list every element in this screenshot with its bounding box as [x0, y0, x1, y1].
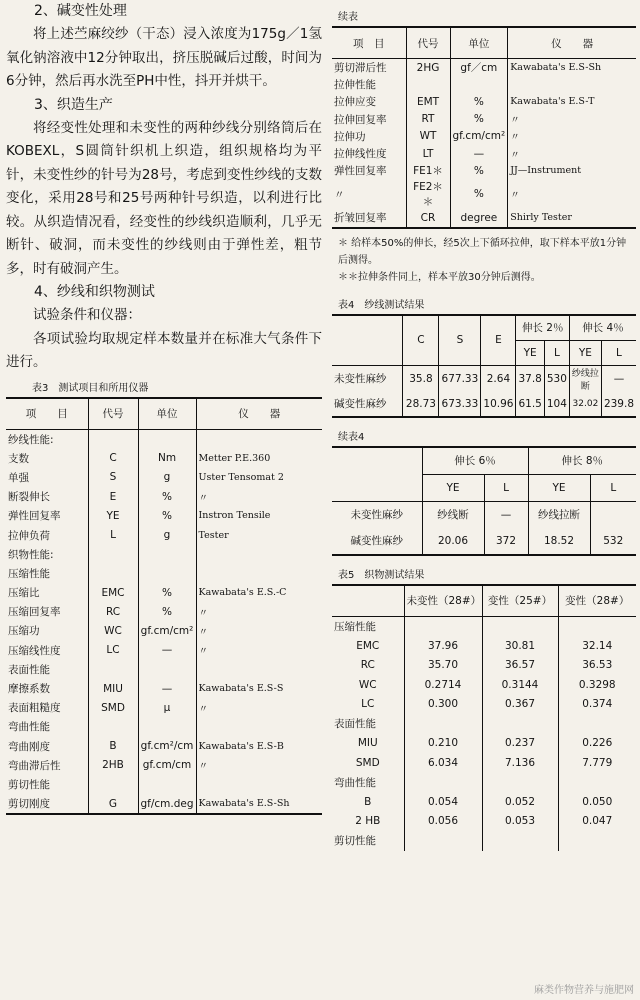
table3-continued — [332, 26, 636, 229]
table4-caption: 表4 纱线测试结果 — [338, 299, 425, 311]
table3-code: SMD — [88, 698, 138, 717]
table-row — [6, 698, 322, 717]
table4-header-group: 伸长 4％ — [569, 315, 636, 341]
table-row — [332, 93, 636, 110]
table3c-instrument: JJ—Instrument — [508, 162, 636, 179]
table3-code: L — [88, 525, 138, 544]
table3-instrument: Kawabata's E.S-B — [196, 737, 322, 756]
table3-code: G — [88, 794, 138, 814]
table5-value — [404, 773, 482, 793]
table3-item: 弯曲滞后性 — [8, 759, 61, 772]
table3-code: B — [88, 737, 138, 756]
table3c-unit: % — [450, 93, 508, 110]
table3c-code: WT — [406, 128, 450, 145]
table4c-header-group: 伸长 6％ — [422, 447, 528, 475]
table3-note-1: ＊ 给样本50%的伸长，经5次上下循环拉伸，取下样本平放1分钟后测得。 — [338, 237, 627, 266]
table3c-item: 拉伸应变 — [334, 96, 376, 109]
table3-code: EMC — [88, 583, 138, 602]
table3c-code: FE1＊ — [406, 162, 450, 179]
table5-header-cell: 变性（25#） — [482, 585, 558, 617]
table3c-item: 拉伸功 — [334, 130, 366, 143]
table4c-ye8: 18.52 — [528, 528, 590, 555]
table3-instrument — [196, 564, 322, 583]
section-4-subtitle: 试验条件和仪器： — [33, 307, 141, 323]
table4-l4: — — [601, 365, 636, 392]
table4c-label: 未变性麻纱 — [350, 509, 403, 521]
table4c-label: 碱变性麻纱 — [350, 535, 403, 547]
table3c-unit: gf／cm — [450, 59, 508, 77]
table5-value: 7.136 — [482, 753, 558, 773]
table3c-header — [332, 27, 636, 59]
table4-label: 碱变性麻纱 — [334, 398, 387, 410]
table-row — [332, 831, 636, 851]
table3-unit: — — [138, 641, 196, 660]
table3-header-cell: 仪 器 — [196, 398, 322, 430]
table5-value — [558, 831, 636, 851]
table5-label: WC — [358, 678, 377, 691]
table5-value: 0.050 — [558, 792, 636, 812]
table3-unit: gf.cm²/cm — [138, 737, 196, 756]
section-4-paragraph: 各项试验均取规定样本数量并在标准大气条件下进行。 — [6, 330, 322, 370]
table4 — [332, 314, 636, 418]
table-row — [6, 525, 322, 544]
table3-item: 压缩性能 — [8, 567, 50, 580]
table5-value: 0.210 — [404, 734, 482, 754]
table5-label: 2 HB — [355, 815, 381, 828]
table3-item: 表面粗糙度 — [8, 702, 61, 715]
table3c-code: LT — [406, 145, 450, 162]
table3-item: 拉伸负荷 — [8, 529, 50, 542]
table3-code: C — [88, 449, 138, 468]
table-row — [332, 656, 636, 676]
table3-unit: — — [138, 679, 196, 698]
table3c-unit: % — [450, 162, 508, 179]
table3-instrument — [196, 775, 322, 794]
table4-header-row-1 — [332, 315, 636, 341]
table3-instrument: Metter P.E.360 — [196, 449, 322, 468]
table3c-item: 拉伸性能 — [334, 79, 376, 92]
table4-label: 未变性麻纱 — [334, 373, 387, 385]
table3-item: 弹性回复率 — [8, 510, 61, 523]
table3-unit — [138, 564, 196, 583]
section-2-title: 2、碱变性处理 — [34, 3, 127, 19]
table3c-unit: gf.cm/cm² — [450, 128, 508, 145]
table3-instrument: Kawabata's E.S-Sh — [196, 794, 322, 814]
table4c-header-group: 伸长 8％ — [528, 447, 636, 475]
table4-e: 2.64 — [481, 365, 516, 392]
table4-header-cell: L — [544, 340, 569, 365]
table3-instrument: 〃 — [196, 641, 322, 660]
table3c-code: FE2＊＊ — [406, 179, 450, 209]
table3-instrument — [196, 545, 322, 564]
table4-l2: 530 — [544, 365, 569, 392]
table3-item: 压缩比 — [8, 587, 40, 600]
table5-value — [482, 616, 558, 636]
table4-e: 10.96 — [481, 392, 516, 417]
table5-label: SMD — [355, 756, 380, 769]
table5-caption: 表5 织物测试结果 — [338, 569, 425, 581]
table5-value: 30.81 — [482, 636, 558, 656]
table5-value: 37.96 — [404, 636, 482, 656]
table4-header-cell: E — [481, 315, 516, 366]
table3-item: 表面性能 — [8, 663, 50, 676]
table5-value: 0.047 — [558, 812, 636, 832]
watermark: 麻类作物营养与施肥网 — [534, 985, 634, 996]
table4c-l6: 372 — [484, 528, 528, 555]
section-3-paragraph: 将经变性处理和未变性的两种纱线分别络筒后在KOBEXL，S圆筒针织机上织造，组织规格均为平针，未变性纱的针号为28号，考虑到变性纱线的支数变化，采用28号和25号两种针号织造，以利进行比较。从织造情况看，经变性的纱线织造顺利，几乎无断针、破洞，而未变性的纱线则由于弹性差，粗节多，时有破洞产生。 — [6, 119, 322, 277]
table-row — [332, 162, 636, 179]
table-row — [6, 583, 322, 602]
table3-unit: μ — [138, 698, 196, 717]
table3c-instrument: Kawabata's E.S-Sh — [508, 59, 636, 77]
table3-unit: g — [138, 525, 196, 544]
table-row — [6, 775, 322, 794]
table3-unit: % — [138, 602, 196, 621]
table3-code — [88, 564, 138, 583]
table-row — [6, 679, 322, 698]
table-row — [6, 621, 322, 640]
table5-value: 0.237 — [482, 734, 558, 754]
table4-ye2: 61.5 — [516, 392, 544, 417]
table4-c: 35.8 — [403, 365, 439, 392]
table5-label: B — [364, 795, 372, 808]
table3c-header-cell: 仪 器 — [508, 27, 636, 59]
table3-item: 织物性能: — [8, 548, 54, 561]
table4-header-cell: S — [439, 315, 481, 366]
table5-value — [404, 616, 482, 636]
table5-header-cell: 变性（28#） — [558, 585, 636, 617]
table4-c: 28.73 — [403, 392, 439, 417]
table3-item: 压缩功 — [8, 625, 40, 638]
table4c-header-cell: YE — [422, 474, 484, 501]
table3c-header-cell: 单位 — [450, 27, 508, 59]
table4c-l8: 532 — [590, 528, 636, 555]
table3-code — [88, 717, 138, 736]
table-row — [6, 487, 322, 506]
table3-note-2: ＊＊拉伸条件同上，样本平放30分钟后测得。 — [338, 271, 541, 283]
table4-header-cell: YE — [569, 340, 601, 365]
table4-ye4: 纱线拉断 — [569, 365, 601, 392]
table5-value — [558, 714, 636, 734]
table-row — [332, 111, 636, 128]
table5-label: 剪切性能 — [334, 835, 376, 848]
table5-value: 0.300 — [404, 695, 482, 715]
table5-label: LC — [361, 698, 375, 711]
table3 — [6, 397, 322, 816]
table3-code: WC — [88, 621, 138, 640]
table-row — [332, 365, 636, 392]
table3-item: 剪切性能 — [8, 778, 50, 791]
table5-value — [482, 714, 558, 734]
table3c-header-cell: 代号 — [406, 27, 450, 59]
table3-instrument: 〃 — [196, 698, 322, 717]
table3-instrument: 〃 — [196, 621, 322, 640]
table3-header-cell: 单位 — [138, 398, 196, 430]
table3-unit — [138, 717, 196, 736]
table4-header-cell: YE — [516, 340, 544, 365]
table-row — [332, 812, 636, 832]
table-row — [332, 392, 636, 417]
table5-value: 0.054 — [404, 792, 482, 812]
table3c-header-cell: 项 目 — [332, 27, 406, 59]
table5-value: 0.053 — [482, 812, 558, 832]
table5-value: 0.374 — [558, 695, 636, 715]
table-row — [332, 734, 636, 754]
section-4-title: 4、纱线和织物测试 — [34, 284, 155, 300]
table4-ye2: 37.8 — [516, 365, 544, 392]
table4-header-cell: C — [403, 315, 439, 366]
table-row — [332, 76, 636, 93]
table3-instrument: 〃 — [196, 756, 322, 775]
table3-code: S — [88, 468, 138, 487]
table-row — [6, 794, 322, 814]
table3-code — [88, 429, 138, 449]
table3-item: 单强 — [8, 471, 29, 484]
table-row — [6, 641, 322, 660]
table3-header-cell: 项 目 — [6, 398, 88, 430]
table3c-instrument: Shirly Tester — [508, 209, 636, 227]
table5-value — [482, 831, 558, 851]
table4-continued-caption: 续表4 — [338, 431, 365, 443]
table5-value — [404, 714, 482, 734]
table3c-code: CR — [406, 209, 450, 227]
table4c-ye8: 纱线拉断 — [528, 501, 590, 528]
table-row — [6, 449, 322, 468]
table3c-item: 拉伸回复率 — [334, 113, 387, 126]
table5-value: 0.226 — [558, 734, 636, 754]
table5-label: 弯曲性能 — [334, 776, 376, 789]
table4c-ye6: 20.06 — [422, 528, 484, 555]
table5-header — [332, 585, 636, 617]
table3-item: 支数 — [8, 452, 29, 465]
table5-value: 0.056 — [404, 812, 482, 832]
table-row — [332, 753, 636, 773]
table5-value — [558, 616, 636, 636]
table3c-code: 2HG — [406, 59, 450, 77]
table3-unit — [138, 545, 196, 564]
table3-item: 摩擦系数 — [8, 683, 50, 696]
table3-caption: 表3 测试项目和所用仪器 — [32, 382, 149, 394]
table-row — [332, 501, 636, 528]
table3c-unit: % — [450, 179, 508, 209]
table-row — [6, 468, 322, 487]
table3-code: 2HB — [88, 756, 138, 775]
table3c-instrument: 〃 — [508, 145, 636, 162]
table3-instrument: 〃 — [196, 487, 322, 506]
table3c-item: 拉伸线性度 — [334, 148, 387, 161]
table5-label: MIU — [357, 737, 378, 750]
table3-unit: gf/cm.deg — [138, 794, 196, 814]
table-row — [332, 616, 636, 636]
table3-instrument: Uster Tensomat 2 — [196, 468, 322, 487]
table5-label: EMC — [356, 639, 380, 652]
table-row — [6, 602, 322, 621]
table-row — [6, 564, 322, 583]
table3-code: E — [88, 487, 138, 506]
table3-instrument: Kawabata's E.S.-C — [196, 583, 322, 602]
table3c-item: 折皱回复率 — [334, 212, 387, 225]
table-row — [332, 675, 636, 695]
table5-value: 36.53 — [558, 656, 636, 676]
table4-s: 673.33 — [439, 392, 481, 417]
table-row — [6, 506, 322, 525]
table3-instrument: 〃 — [196, 602, 322, 621]
table3-unit — [138, 429, 196, 449]
table4-header-cell: L — [601, 340, 636, 365]
table4c-header-row-1 — [332, 447, 636, 475]
table3c-unit: — — [450, 145, 508, 162]
table5-value: 0.3298 — [558, 675, 636, 695]
table-row — [332, 792, 636, 812]
table-row — [332, 714, 636, 734]
table3-code: LC — [88, 641, 138, 660]
table4-l2: 104 — [544, 392, 569, 417]
table3c-item: 弹性回复率 — [334, 165, 387, 178]
table4-continued — [332, 446, 636, 556]
table3c-instrument: 〃 — [508, 111, 636, 128]
table3-item: 压缩回复率 — [8, 606, 61, 619]
table3-item: 弯曲刚度 — [8, 740, 50, 753]
table-row — [332, 209, 636, 227]
table3-instrument — [196, 717, 322, 736]
right-column — [332, 0, 636, 851]
table3-unit: g — [138, 468, 196, 487]
table-row — [332, 773, 636, 793]
table-row — [332, 59, 636, 77]
table3-instrument: Instron Tensile — [196, 506, 322, 525]
table3-unit: % — [138, 506, 196, 525]
table3-item: 断裂伸长 — [8, 491, 50, 504]
table5-value: 36.57 — [482, 656, 558, 676]
table3-code — [88, 545, 138, 564]
table5-value — [404, 831, 482, 851]
table3c-unit — [450, 76, 508, 93]
table3-instrument: Tester — [196, 525, 322, 544]
table4-l4: 239.8 — [601, 392, 636, 417]
table3c-unit: degree — [450, 209, 508, 227]
table4c-ye6: 纱线断 — [422, 501, 484, 528]
table3c-instrument: 〃 — [508, 128, 636, 145]
table3-unit: % — [138, 487, 196, 506]
table5-value: 0.052 — [482, 792, 558, 812]
table-row — [6, 717, 322, 736]
table3-unit: Nm — [138, 449, 196, 468]
table-row — [6, 429, 322, 449]
table4c-header-cell: L — [590, 474, 636, 501]
table5-value — [482, 773, 558, 793]
table3-unit: gf.cm/cm — [138, 756, 196, 775]
table3c-instrument: Kawabata's E.S-T — [508, 93, 636, 110]
table3c-code: RT — [406, 111, 450, 128]
table-row — [332, 179, 636, 209]
table4c-header-cell: YE — [528, 474, 590, 501]
table3-item: 剪切刚度 — [8, 798, 50, 811]
table4c-l6: — — [484, 501, 528, 528]
table3-item: 纱线性能: — [8, 433, 54, 446]
table3-item: 弯曲性能 — [8, 721, 50, 734]
table3-code — [88, 660, 138, 679]
table4c-l8 — [590, 501, 636, 528]
table3c-code — [406, 76, 450, 93]
table3-unit: gf.cm/cm² — [138, 621, 196, 640]
table5-label: RC — [360, 659, 375, 672]
section-2-paragraph: 将上述苎麻绞纱（干态）浸入浓度为175g／1氢氧化钠溶液中12分钟取出，挤压脱碱后过酸，时间为6分钟，然后再水洗至PH中性，抖开并烘干。 — [6, 26, 322, 89]
table3-code: RC — [88, 602, 138, 621]
table3c-instrument: 〃 — [508, 179, 636, 209]
table4-s: 677.33 — [439, 365, 481, 392]
table3c-code: EMT — [406, 93, 450, 110]
table3c-unit: % — [450, 111, 508, 128]
table3c-item: 剪切滞后性 — [334, 62, 387, 75]
table-row — [332, 145, 636, 162]
table5-value: 0.2714 — [404, 675, 482, 695]
table-row — [6, 756, 322, 775]
table3-code: MIU — [88, 679, 138, 698]
table3c-instrument — [508, 76, 636, 93]
table-row — [332, 128, 636, 145]
left-column — [6, 0, 322, 815]
table5-value: 6.034 — [404, 753, 482, 773]
table3-instrument — [196, 429, 322, 449]
table5-label: 表面性能 — [334, 718, 376, 731]
table4c-header-cell: L — [484, 474, 528, 501]
table3-unit — [138, 775, 196, 794]
table3-header — [6, 398, 322, 430]
table5-header-cell: 未变性（28#） — [404, 585, 482, 617]
table-row — [6, 545, 322, 564]
table3-unit: % — [138, 583, 196, 602]
table3-item: 压缩线性度 — [8, 644, 61, 657]
table5-value: 0.3144 — [482, 675, 558, 695]
table-row — [6, 660, 322, 679]
table4-header-group: 伸长 2％ — [516, 315, 569, 341]
table3-code: YE — [88, 506, 138, 525]
table5-value: 0.367 — [482, 695, 558, 715]
section-3-title: 3、织造生产 — [34, 96, 113, 113]
table5 — [332, 584, 636, 851]
table3-continued-caption: 续表 — [338, 12, 358, 23]
table3-instrument: Kawabata's E.S-S — [196, 679, 322, 698]
table5-value: 7.779 — [558, 753, 636, 773]
table5-label: 压缩性能 — [334, 620, 376, 633]
table3c-item: 〃 — [334, 188, 345, 201]
table-row — [6, 737, 322, 756]
table5-value — [558, 773, 636, 793]
table-row — [332, 528, 636, 555]
table-row — [332, 695, 636, 715]
table3-instrument — [196, 660, 322, 679]
table-row — [332, 636, 636, 656]
table5-value: 32.14 — [558, 636, 636, 656]
table3-code — [88, 775, 138, 794]
table3-unit — [138, 660, 196, 679]
table3-header-cell: 代号 — [88, 398, 138, 430]
table4-ye4: 32.02 — [569, 392, 601, 417]
table5-value: 35.70 — [404, 656, 482, 676]
